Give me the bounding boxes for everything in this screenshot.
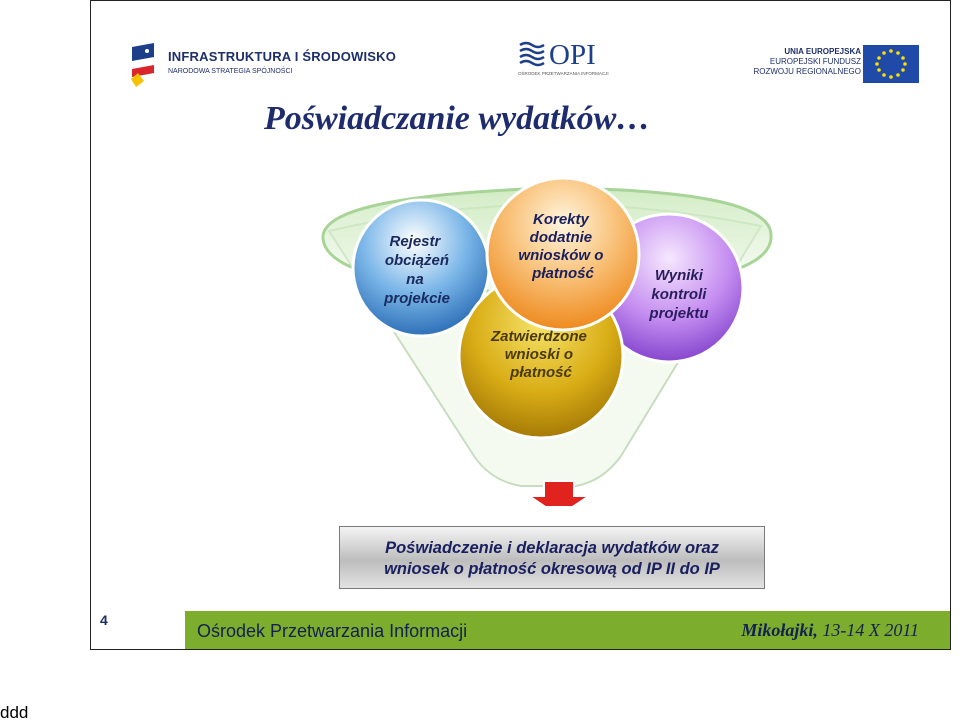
eu-flag-icon: [863, 45, 919, 83]
svg-text:Wyniki kontroli: [648, 267, 710, 322]
zatwierdzone-line-1: Zatwierdzone: [490, 328, 587, 345]
eu-logo: [755, 45, 925, 85]
eu-line1: UNIA EUROPEJSKA: [784, 47, 861, 56]
wyniki-line-2: kontroli: [651, 286, 707, 303]
footer-date: 13-14 X 2011: [817, 620, 919, 640]
korekty-line-2: dodatnie: [529, 229, 593, 246]
rejestr-line-1: Rejestr: [389, 233, 441, 250]
rejestr-line-3: na: [406, 271, 424, 288]
opi-mark-icon: [518, 41, 546, 71]
eu-line3: ROZWOJU REGIONALNEGO: [753, 67, 861, 76]
slide: [90, 0, 951, 650]
eu-text: [753, 47, 861, 77]
footer: [91, 611, 951, 649]
zatwierdzone-line-2: wnioski o: [504, 346, 574, 363]
opi-subtitle: OŚRODEK PRZETWARZANIA INFORMACJI: [518, 71, 609, 76]
result-line-2: wniosek o płatność okresową od IP II do IP: [384, 560, 720, 578]
rejestr-line-4: projekcie: [384, 290, 450, 307]
opi-logo: [518, 41, 618, 83]
infrastruktura-subtitle: NARODOWA STRATEGIA SPÓJNOŚCI: [168, 68, 293, 75]
korekty-line-4: płatność: [532, 265, 594, 282]
infrastruktura-title: INFRASTRUKTURA I ŚRODOWISKO: [168, 49, 397, 64]
zatwierdzone-line-3: płatność: [510, 364, 572, 381]
eu-line2: EUROPEJSKI FUNDUSZ: [769, 57, 861, 66]
funnel-diagram: [311, 176, 781, 506]
rejestr-line-2: obciążeń: [384, 252, 450, 269]
wyniki-line-3: projektu: [649, 305, 709, 322]
footer-org: Ośrodek Przetwarzania Informacji: [197, 621, 468, 641]
footer-page-cell: [91, 611, 185, 649]
footer-place: Mikołajki,: [741, 620, 818, 640]
flag-logo-icon: [128, 43, 158, 87]
result-box: [339, 526, 765, 589]
korekty-line-3: wniosków o: [518, 247, 604, 264]
result-line-1: Poświadczenie i deklaracja wydatków oraz: [385, 539, 719, 557]
footer-place-date: [741, 620, 919, 641]
bottom-tag: ddd: [0, 703, 29, 722]
korekty-line-1: Korekty: [532, 211, 589, 228]
opi-name: OPI: [549, 39, 596, 71]
wyniki-line-1: Wyniki: [654, 267, 703, 284]
footer-bar: [185, 611, 951, 649]
slide-title: Poświadczanie wydatków…: [264, 100, 651, 137]
infrastruktura-logo: [128, 41, 397, 89]
page-number: 4: [100, 612, 108, 628]
circle-korekty: [487, 178, 639, 330]
